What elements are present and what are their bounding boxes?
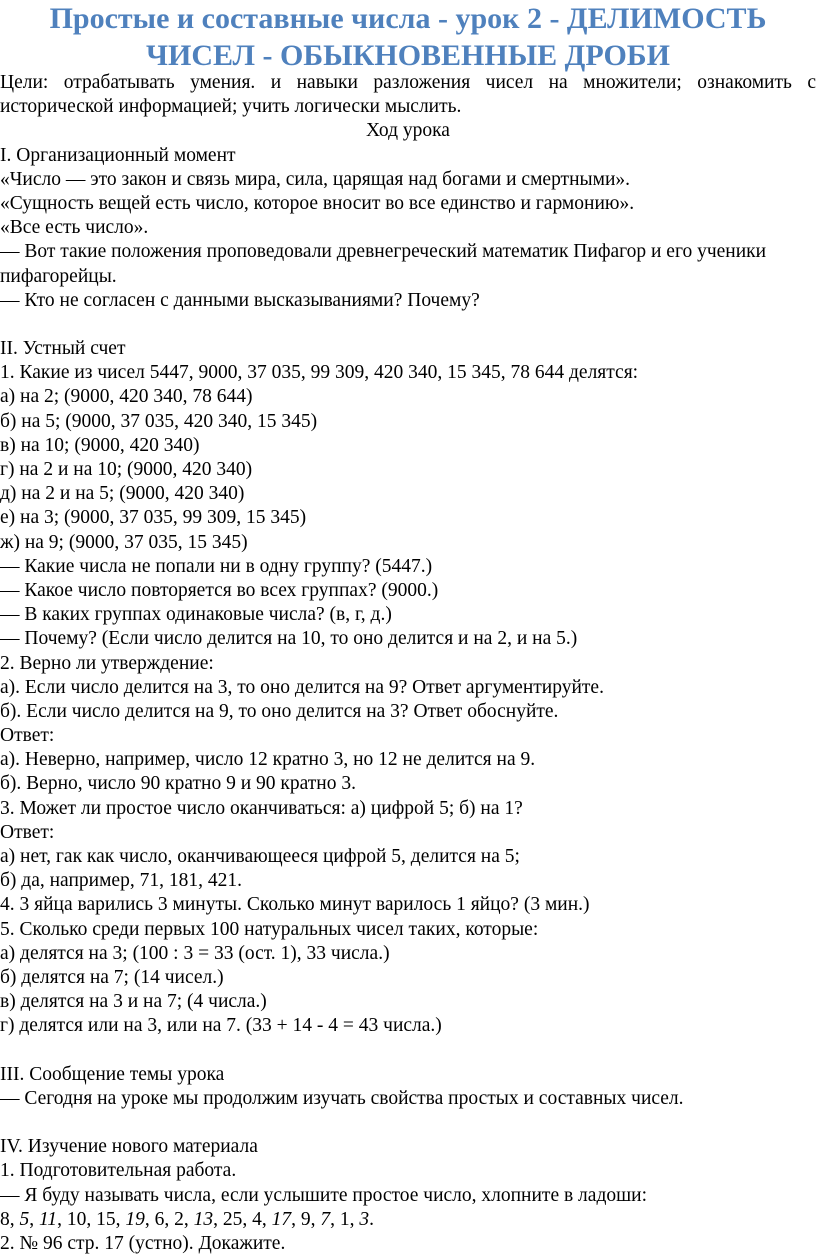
number-sequence: 8, 5, 11, 10, 15, 19, 6, 2, 13, 25, 4, 17, 9, 7, 1, 3.: [0, 1208, 374, 1230]
section-4-heading: IV. Изучение нового материала: [0, 1136, 258, 1158]
section-4-line: — Я буду называть числа, если услышите простое число, хлопните в ладоши:: [0, 1184, 647, 1206]
blank-line: [0, 1111, 816, 1135]
section-2-line: д) на 2 и на 5; (9000, 420 340): [0, 483, 245, 505]
section-2-line: в) делятся на 3 и на 7; (4 числа.): [0, 991, 267, 1013]
section-4-line: 2. № 96 стр. 17 (устно). Докажите.: [0, 1233, 286, 1254]
prime-number: 13: [193, 1208, 214, 1230]
section-2-heading: II. Устный счет: [0, 338, 126, 360]
prime-number: 7: [320, 1208, 331, 1230]
section-2-line: г) на 2 и на 10; (9000, 420 340): [0, 459, 253, 480]
goals-line-1: Цели: отрабатывать умения. и навыки разложения чисел на множители; ознакомить с: [0, 72, 816, 93]
section-2-line: а). Неверно, например, число 12 кратно 3, но 12 не делится на 9.: [0, 749, 536, 771]
section-2-line: б) да, например, 71, 181, 421.: [0, 870, 242, 892]
section-2-line: а) нет, гак как число, оканчивающееся цифрой 5, делится на 5;: [0, 846, 520, 867]
section-2-line: б). Если число делится на 9, то оно делится на 3? Ответ обоснуйте.: [0, 700, 559, 722]
number: 8: [0, 1208, 10, 1230]
blank-line: [0, 313, 816, 337]
section-2-line: ж) на 9; (9000, 37 035, 15 345): [0, 531, 248, 553]
title-line-2: ЧИСЕЛ - ОБЫКНОВЕННЫЕ ДРОБИ: [146, 39, 670, 72]
document-body: [0, 71, 816, 1256]
number: 9: [300, 1208, 311, 1230]
prime-number: 17: [271, 1208, 292, 1230]
number: 6: [154, 1208, 165, 1230]
number: 15: [96, 1208, 116, 1230]
section-2-line: б). Верно, число 90 кратно 9 и 90 кратно 3.: [0, 773, 356, 795]
section-2-line: 1. Какие из чисел 5447, 9000, 37 035, 99 309, 420 340, 15 345, 78 644 делятся:: [0, 362, 639, 384]
prime-number: 19: [125, 1208, 145, 1230]
section-2-line: а) на 2; (9000, 420 340, 78 644): [0, 386, 253, 408]
prime-number: 11: [39, 1208, 58, 1230]
section-1-line: — Кто не согласен с данными высказываниями? Почему?: [0, 289, 480, 311]
section-3-line: — Сегодня на уроке мы продолжим изучать свойства простых и составных чисел.: [0, 1087, 684, 1109]
section-2-line: 5. Сколько среди первых 100 натуральных чисел таких, которые:: [0, 918, 539, 940]
number: 25: [222, 1208, 243, 1230]
section-2-line: б) на 5; (9000, 37 035, 420 340, 15 345): [0, 410, 318, 432]
goals-line-2: исторической информацией; учить логически мыслить.: [0, 96, 462, 118]
section-2-line: г) делятся или на 3, или на 7. (33 + 14 - 4 = 43 числа.): [0, 1015, 442, 1037]
section-2-line: — В каких группах одинаковые числа? (в, г, д.): [0, 604, 392, 626]
section-2-line: Ответ:: [0, 725, 55, 747]
section-2-line: а) делятся на 3; (100 : 3 = 33 (ост. 1), 33 числа.): [0, 942, 390, 964]
section-2-line: — Какое число повторяется во всех группах? (9000.): [0, 579, 439, 601]
section-2-line: е) на 3; (9000, 37 035, 99 309, 15 345): [0, 507, 307, 529]
section-3-heading: III. Сообщение темы урока: [0, 1063, 225, 1085]
prime-number: 3: [359, 1208, 370, 1230]
section-2-line: а). Если число делится на 3, то оно делится на 9? Ответ аргументируйте.: [0, 676, 604, 698]
number: 1: [339, 1208, 350, 1230]
section-2-line: — Почему? (Если число делится на 10, то оно делится и на 2, и на 5.): [0, 628, 578, 650]
lesson-course-heading: Ход урока: [366, 120, 450, 142]
section-2-line: 2. Верно ли утверждение:: [0, 652, 214, 674]
number: 2: [174, 1208, 184, 1230]
title-line-1: Простые и составные числа - урок 2 - ДЕЛИМОСТЬ: [49, 2, 767, 35]
blank-line: [0, 1039, 816, 1063]
section-1-line: «Все есть число».: [0, 217, 149, 239]
prime-number: 5: [19, 1208, 30, 1230]
number: 4: [252, 1208, 262, 1230]
section-2-line: — Какие числа не попали ни в одну группу? (5447.): [0, 555, 433, 577]
section-2-line: 4. 3 яйца варились 3 минуты. Сколько минут варилось 1 яйцо? (3 мин.): [0, 894, 590, 916]
section-4-line: 1. Подготовительная работа.: [0, 1160, 237, 1182]
section-1-line: «Сущность вещей есть число, которое вносит во все единство и гармонию».: [0, 192, 635, 214]
sequence-end: .: [369, 1208, 374, 1230]
section-2-line: в) на 10; (9000, 420 340): [0, 434, 200, 456]
section-1-line: пифагорейцы.: [0, 265, 117, 287]
section-1-heading: I. Организационный момент: [0, 144, 236, 166]
section-2-line: Ответ:: [0, 821, 55, 843]
number: 10: [66, 1208, 87, 1230]
section-2-line: б) делятся на 7; (14 чисел.): [0, 966, 224, 988]
section-1-line: «Число — это закон и связь мира, сила, царящая над богами и смертными».: [0, 168, 631, 190]
page-title: [0, 0, 816, 74]
section-2-line: 3. Может ли простое число оканчиваться: а) цифрой 5; б) на 1?: [0, 797, 523, 819]
section-1-line: — Вот такие положения проповедовали древнегреческий математик Пифагор и его ученики: [0, 241, 767, 263]
